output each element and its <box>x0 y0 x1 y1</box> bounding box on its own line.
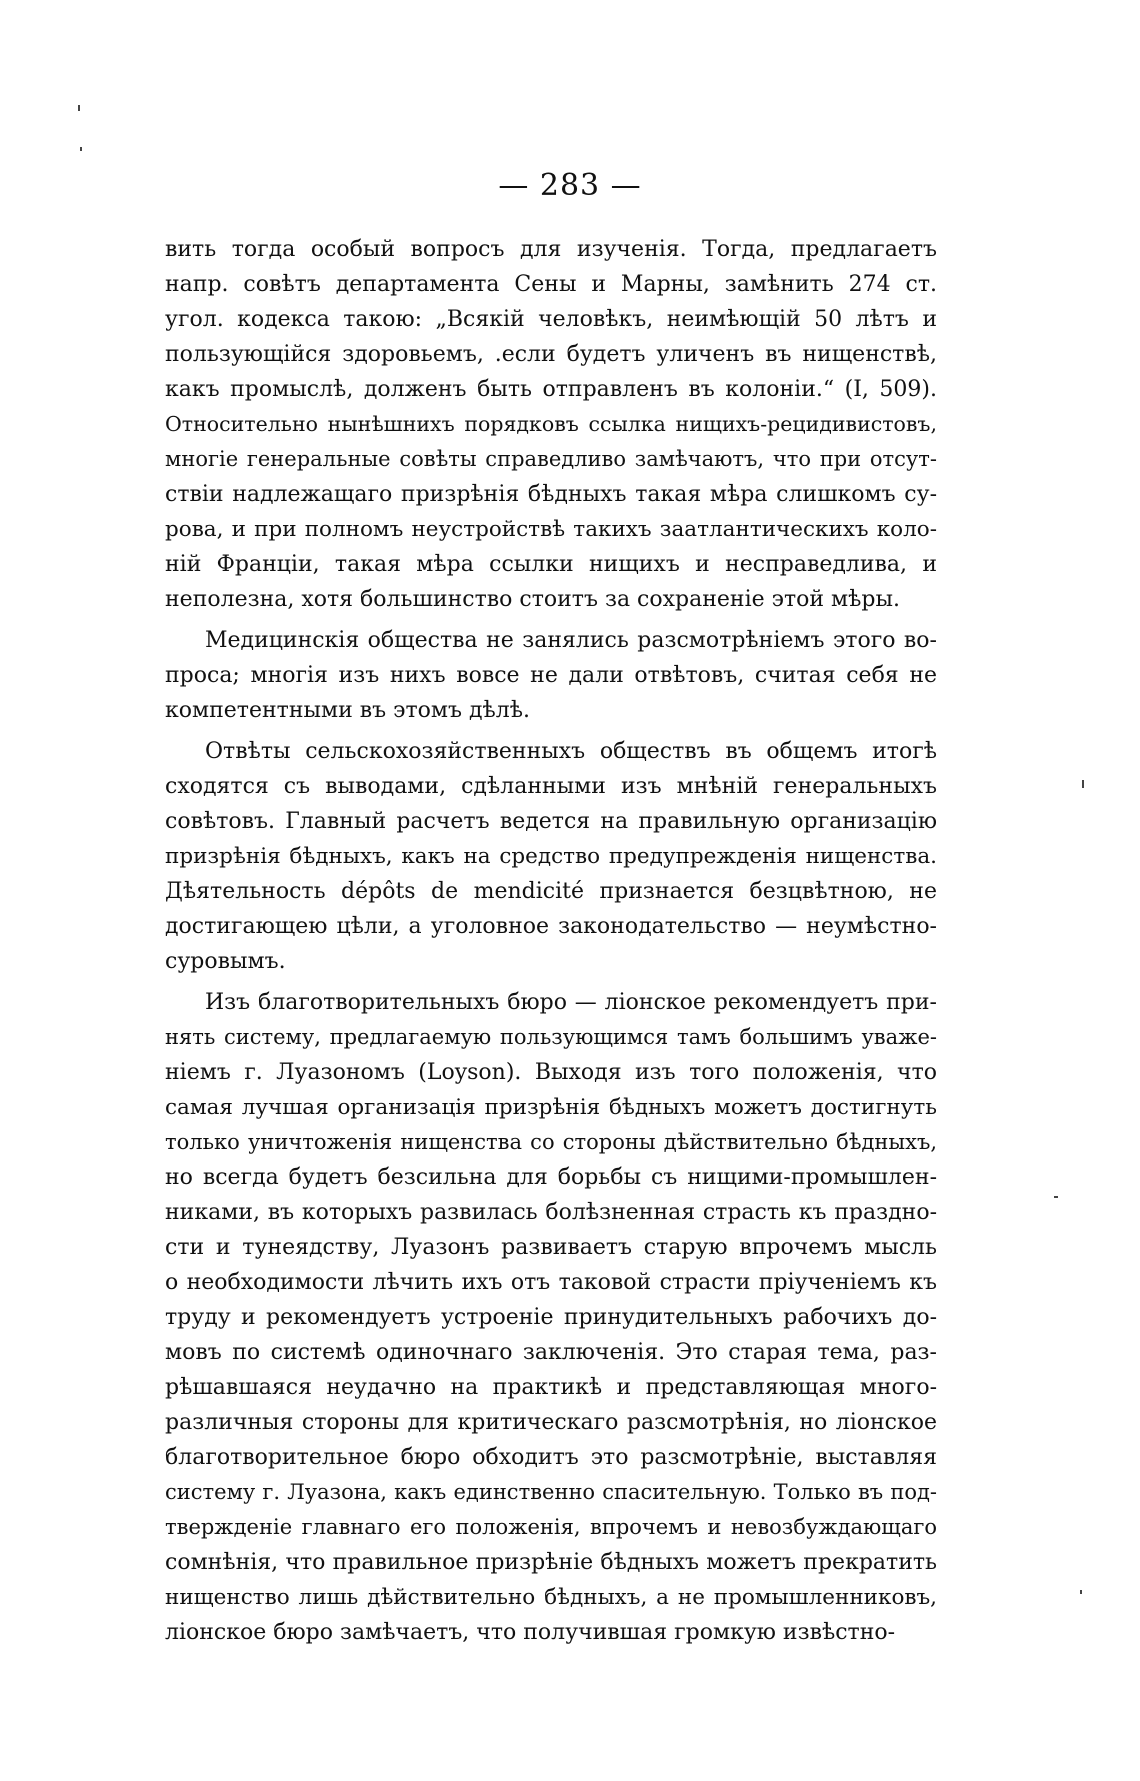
text-line: какъ промыслѣ, долженъ быть отправленъ въ колоніи.“ (I, 509). <box>165 377 937 402</box>
text-line: сходятся съ выводами, сдѣланными изъ мнѣній генеральныхъ <box>165 774 937 799</box>
text-line: ніемъ г. Луазономъ (Loyson). Выходя изъ того положенія, что <box>165 1060 937 1085</box>
text-line: неполезна, хотя большинство стоитъ за сохраненіе этой мѣры. <box>165 587 900 612</box>
text-line: Изъ благотворительныхъ бюро — ліонское рекомендуетъ при- <box>205 990 937 1015</box>
text-line: только уничтоженія нищенства со стороны дѣйствительно бѣдныхъ, <box>165 1130 937 1154</box>
text-line: ліонское бюро замѣчаетъ, что получившая громкую извѣстно- <box>165 1620 896 1645</box>
text-line: Медицинскія общества не занялись разсмотрѣніемъ этого во- <box>205 628 937 653</box>
text-line: самая лучшая организація призрѣнія бѣдныхъ можетъ достигнуть <box>165 1095 937 1120</box>
paragraph <box>165 623 937 728</box>
scan-speck <box>80 147 82 151</box>
text-line: угол. кодекса такою: „Всякій человѣкъ, неимѣющій 50 лѣтъ и <box>165 307 937 332</box>
text-line: систему г. Луазона, какъ единственно спасительную. Только въ под- <box>165 1480 937 1504</box>
text-line: твержденіе главнаго его положенія, впрочемъ и невозбуждающаго <box>165 1515 937 1539</box>
text-line: никами, въ которыхъ развилась болѣзненная страсть къ праздно- <box>165 1200 937 1225</box>
text-line: Относительно нынѣшнихъ порядковъ ссылка нищихъ-рецидивистовъ, <box>165 412 937 436</box>
text-line: ствіи надлежащаго призрѣнія бѣдныхъ такая мѣра слишкомъ су- <box>165 482 937 507</box>
text-line: Дѣятельность dépôts de mendicité признается безцвѣтною, не <box>165 879 937 904</box>
text-line: Отвѣты сельскохозяйственныхъ обществъ въ общемъ итогѣ <box>205 739 937 764</box>
text-line: компетентными въ этомъ дѣлѣ. <box>165 698 531 723</box>
scan-speck <box>78 105 80 111</box>
page-number: — 283 — <box>498 168 642 203</box>
text-line: благотворительное бюро обходитъ это разсмотрѣніе, выставляя <box>165 1445 937 1470</box>
text-line: нищенство лишь дѣйствительно бѣдныхъ, а не промышленниковъ, <box>165 1585 937 1610</box>
paragraph <box>165 734 937 979</box>
text-line: проса; многія изъ нихъ вовсе не дали отвѣтовъ, считая себя не <box>165 663 937 688</box>
body-text <box>165 232 937 1650</box>
text-line: вить тогда особый вопросъ для изученія. Тогда, предлагаетъ <box>165 237 937 262</box>
text-line: различныя стороны для критическаго разсмотрѣнія, но ліонское <box>165 1410 937 1435</box>
text-line: о необходимости лѣчить ихъ отъ таковой страсти пріученіемъ къ <box>165 1270 937 1295</box>
text-line: призрѣнія бѣдныхъ, какъ на средство предупрежденія нищенства. <box>165 844 937 869</box>
text-line: пользующійся здоровьемъ, .если будетъ уличенъ въ нищенствѣ, <box>165 342 937 367</box>
text-line: напр. совѣтъ департамента Сены и Марны, замѣнить 274 ст. <box>165 272 937 297</box>
scan-speck <box>1082 780 1084 788</box>
text-line: труду и рекомендуетъ устроеніе принудительныхъ рабочихъ до- <box>165 1305 937 1330</box>
scan-speck <box>1080 1590 1082 1594</box>
text-line: мовъ по системѣ одиночнаго заключенія. Это старая тема, раз- <box>165 1340 937 1365</box>
text-line: сти и тунеядству, Луазонъ развиваетъ старую впрочемъ мысль <box>165 1235 937 1260</box>
paragraph <box>165 232 937 617</box>
scan-speck <box>1054 1196 1058 1198</box>
text-line: рова, и при полномъ неустройствѣ такихъ заатлантическихъ коло- <box>165 517 937 542</box>
text-line: ній Франціи, такая мѣра ссылки нищихъ и несправедлива, и <box>165 552 937 577</box>
text-line: нять систему, предлагаемую пользующимся тамъ большимъ уваже- <box>165 1025 937 1049</box>
text-line: достигающею цѣли, а уголовное законодательство — неумѣстно- <box>165 914 937 939</box>
text-line: суровымъ. <box>165 949 286 974</box>
text-line: совѣтовъ. Главный расчетъ ведется на правильную организацію <box>165 809 937 834</box>
text-line: но всегда будетъ безсильна для борьбы съ нищими-промышлен- <box>165 1165 937 1190</box>
text-line: многіе генеральные совѣты справедливо замѣчаютъ, что при отсут- <box>165 447 937 471</box>
paragraph <box>165 985 937 1650</box>
text-line: сомнѣнія, что правильное призрѣніе бѣдныхъ можетъ прекратить <box>165 1550 937 1575</box>
text-line: рѣшавшаяся неудачно на практикѣ и представляющая много- <box>165 1375 937 1400</box>
